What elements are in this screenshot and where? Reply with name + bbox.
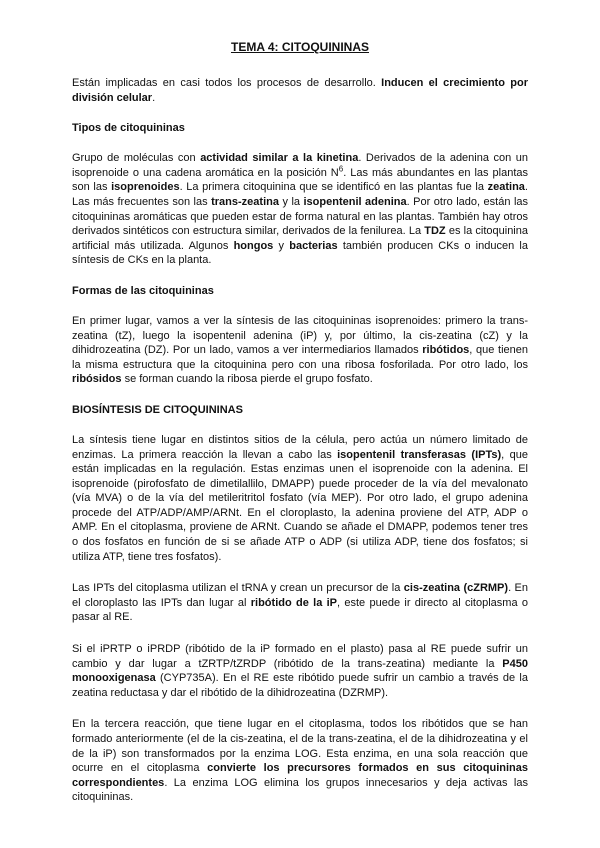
text-run: . Derivados de la adenina con un isoprenoide o una cadena aromática en la posición N — [72, 152, 528, 179]
text-run: La síntesis tiene lugar en distintos sitios de la célula, pero actúa un número limitado de enzimas. La primera reacción la llevan a cabo las — [72, 433, 528, 461]
intro-paragraph — [72, 76, 528, 105]
document-title: TEMA 4: CITOQUININAS — [230, 40, 369, 54]
text-run: Están implicadas en casi todos los procesos de desarrollo. — [72, 77, 382, 89]
bold-text: zeatina — [487, 181, 525, 194]
paragraph-biosintesis-4 — [72, 717, 528, 805]
text-run: Las IPTs del citoplasma utilizan el tRNA y crean un precursor de la — [72, 582, 404, 595]
bold-text: ribósidos — [72, 373, 122, 386]
bold-text: isopentenil adenina — [303, 195, 407, 208]
bold-text: isoprenoides — [111, 181, 180, 194]
text-run: . Las más abundantes en las plantas son las — [72, 166, 528, 194]
section-heading-biosintesis: BIOSÍNTESIS DE CITOQUININAS — [72, 403, 243, 416]
bold-text: isopentenil transferasas (IPTs) — [337, 448, 502, 461]
text-run: , que tienen la misma estructura que la citoquinina pero con una ribosa fosforilada. Por otro lado, los — [72, 344, 528, 371]
text-run: se forman cuando la ribosa pierde el grupo fosfato. — [121, 373, 373, 386]
bold-text: trans-zeatina — [211, 195, 279, 208]
text-run: . La primera citoquinina que se identificó en las plantas fue la — [179, 181, 488, 194]
text-run: . La enzima LOG elimina los grupos innecesarios y deja activas las citoquininas. — [72, 776, 528, 804]
text-run: también producen CKs o inducen la síntesis de CKs en la planta. — [72, 239, 528, 267]
text-run: y la — [278, 195, 304, 208]
text-run: , este puede ir directo al citoplasma o pasar al RE. — [72, 596, 528, 624]
bold-text: Inducen el crecimiento por división celular — [72, 77, 528, 104]
paragraph-formas — [72, 314, 528, 387]
paragraph-biosintesis-3 — [72, 642, 528, 700]
text-run: es la citoquinina artificial más utilizada. Algunos — [72, 225, 528, 252]
bold-text: convierte los precursores formados en sus citoquininas correspondientes — [72, 762, 529, 789]
bold-text: actividad similar a la kinetina — [200, 152, 359, 165]
bold-text: cis-zeatina (cZRMP) — [403, 582, 509, 595]
bold-text: ribótidos — [422, 344, 470, 357]
superscript-text: 6 — [338, 164, 344, 174]
bold-text: P450 monooxigenasa — [72, 657, 528, 685]
text-run: (CYP735A). En el RE este ribótido puede sufrir un cambio a través de la zeatina reductasa y dar el ribótido de la dihidrozeatina (DZRMP). — [72, 672, 528, 699]
section-heading-tipos: Tipos de citoquininas — [72, 122, 185, 135]
text-run: . Por otro lado, están las citoquininas aromáticas que pueden estar de forma natural en las plantas. También hay otros derivados sintéticos con estructura similar, derivados de la fenilurea. La — [72, 195, 529, 238]
text-run: . En el cloroplasto las IPTs dan lugar al — [72, 582, 528, 609]
paragraph-biosintesis-1 — [72, 433, 528, 564]
text-run: y — [273, 239, 290, 252]
bold-text: hongos — [233, 239, 274, 252]
text-run: , que están implicadas en la regulación. Estas enzimas unen el isoprenoide con la adenina. El isoprenoide (pirofosfato de dimetilallilo, DMAPP) puede proceder de la vía del mevalonato (vía MVA) o de la vía del metileritritol fosfato (vía MEP). Por otro lado, el grupo adenina procede del ATP/ADP/AMP/ARNt. En el cloroplasto, la adenina proviene del ATP, ADP o AMP. En el citoplasma, proviene de ARNt. Cuando se añade el DMAPP, podemos tener tres o dos fosfatos en función de si se añade ATP o ADP (si utiliza ADP, tiene dos fosfatos; si utiliza ATP, tiene tres fosfatos). — [72, 448, 528, 563]
text-run: En primer lugar, vamos a ver la síntesis de las citoquininas isoprenoides: primero la trans-zeatina (tZ), luego la isopentenil adenina (iP) y, por último, la cis-zeatina (cZ) y la dihidrozeatina (DZ). Por un lado, vamos a ver intermediarios llamados — [72, 314, 528, 357]
paragraph-tipos — [72, 151, 528, 268]
text-run: Si el iPRTP o iPRDP (ribótido de la iP formado en el plasto) pasa al RE puede sufrir un cambio y dar lugar a tZRTP/tZRDP (ribótido de la trans-zeatina) mediante la — [72, 643, 528, 670]
text-run: En la tercera reacción, que tiene lugar en el citoplasma, todos los ribótidos que se han formado anteriormente (el de la cis-zeatina, el de la trans-zeatina, el de la dihidrozeatina y el de la iP) son transformados por la enzima LOG. Esta enzima, en una sola reacción que ocurre en el citoplasma — [72, 718, 528, 775]
text-run: Grupo de moléculas con — [72, 152, 201, 165]
bold-text: bacterias — [289, 239, 338, 252]
section-heading-formas: Formas de las citoquininas — [72, 284, 214, 297]
bold-text: TDZ — [424, 225, 446, 238]
text-run: . — [152, 91, 156, 104]
paragraph-biosintesis-2 — [72, 581, 528, 625]
bold-text: ribótido de la iP — [250, 596, 338, 609]
text-run: . Las más frecuentes son las — [72, 181, 528, 208]
